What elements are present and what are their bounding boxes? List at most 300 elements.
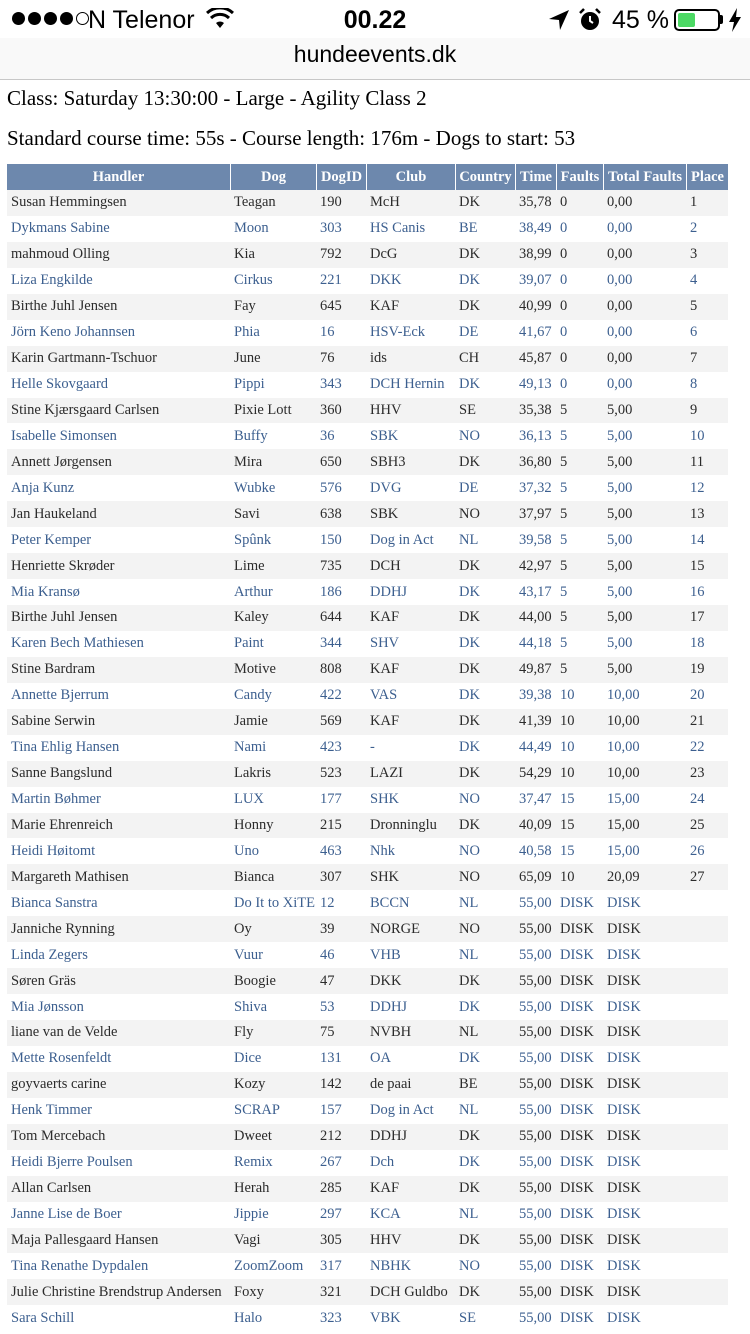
handler-cell: Janniche Rynning [7, 916, 230, 942]
faults-cell: 10 [556, 864, 603, 890]
time-cell: 38,99 [515, 242, 556, 268]
place-cell [686, 968, 728, 994]
dogid-cell: 212 [316, 1124, 366, 1150]
place-cell [686, 1228, 728, 1254]
handler-cell: Annett Jørgensen [7, 449, 230, 475]
country-cell: DK [455, 709, 515, 735]
dog-cell: Vuur [230, 942, 316, 968]
place-cell [686, 1020, 728, 1046]
time-cell: 49,13 [515, 372, 556, 398]
club-cell: DKK [366, 268, 455, 294]
total-faults-cell: 5,00 [603, 501, 686, 527]
handler-cell: Annette Bjerrum [7, 683, 230, 709]
time-cell: 55,00 [515, 1279, 556, 1305]
faults-cell: 5 [556, 501, 603, 527]
faults-cell: 15 [556, 838, 603, 864]
handler-cell: Sara Schill [7, 1305, 230, 1331]
place-cell: 8 [686, 372, 728, 398]
faults-cell: 10 [556, 709, 603, 735]
table-row[interactable] [7, 683, 728, 709]
total-faults-cell: DISK [603, 1046, 686, 1072]
column-header-club[interactable]: Club [366, 164, 455, 190]
dog-cell: June [230, 346, 316, 372]
club-cell: McH [366, 190, 455, 216]
time-cell: 39,58 [515, 527, 556, 553]
place-cell [686, 1098, 728, 1124]
handler-cell: Julie Christine Brendstrup Andersen [7, 1279, 230, 1305]
dog-cell: Fay [230, 294, 316, 320]
faults-cell: 0 [556, 216, 603, 242]
dogid-cell: 297 [316, 1202, 366, 1228]
handler-cell: Helle Skovgaard [7, 372, 230, 398]
dogid-cell: 321 [316, 1279, 366, 1305]
time-cell: 40,09 [515, 813, 556, 839]
column-header-dogid[interactable]: DogID [316, 164, 366, 190]
country-cell: DK [455, 449, 515, 475]
table-header-row [7, 164, 728, 190]
dog-cell: Savi [230, 501, 316, 527]
handler-cell: Sabine Serwin [7, 709, 230, 735]
country-cell: DK [455, 190, 515, 216]
dogid-cell: 215 [316, 813, 366, 839]
handler-cell: Bianca Sanstra [7, 890, 230, 916]
club-cell: SHK [366, 864, 455, 890]
dogid-cell: 16 [316, 320, 366, 346]
dog-cell: Kaley [230, 605, 316, 631]
faults-cell: DISK [556, 1150, 603, 1176]
club-cell: DDHJ [366, 994, 455, 1020]
faults-cell: 5 [556, 449, 603, 475]
country-cell: NO [455, 838, 515, 864]
table-row[interactable] [7, 1072, 728, 1098]
table-row[interactable] [7, 527, 728, 553]
table-row[interactable] [7, 838, 728, 864]
handler-cell: Marie Ehrenreich [7, 813, 230, 839]
table-row[interactable] [7, 320, 728, 346]
handler-cell: Liza Engkilde [7, 268, 230, 294]
country-cell: NL [455, 1202, 515, 1228]
place-cell [686, 1305, 728, 1331]
country-cell: DK [455, 294, 515, 320]
dog-cell: Uno [230, 838, 316, 864]
table-row[interactable] [7, 423, 728, 449]
dog-cell: SCRAP [230, 1098, 316, 1124]
total-faults-cell: 20,09 [603, 864, 686, 890]
dog-cell: Kia [230, 242, 316, 268]
faults-cell: DISK [556, 1046, 603, 1072]
time-cell: 55,00 [515, 1202, 556, 1228]
faults-cell: 10 [556, 683, 603, 709]
club-cell: DKK [366, 968, 455, 994]
dog-cell: Fly [230, 1020, 316, 1046]
total-faults-cell: DISK [603, 1279, 686, 1305]
faults-cell: DISK [556, 1072, 603, 1098]
faults-cell: 5 [556, 527, 603, 553]
time-cell: 44,49 [515, 735, 556, 761]
handler-cell: goyvaerts carine [7, 1072, 230, 1098]
club-cell: LAZI [366, 761, 455, 787]
table-row[interactable] [7, 994, 728, 1020]
dogid-cell: 303 [316, 216, 366, 242]
dogid-cell: 650 [316, 449, 366, 475]
handler-cell: Mia Kransø [7, 579, 230, 605]
place-cell: 26 [686, 838, 728, 864]
dogid-cell: 221 [316, 268, 366, 294]
time-cell: 55,00 [515, 1305, 556, 1331]
dogid-cell: 576 [316, 475, 366, 501]
table-row[interactable] [7, 735, 728, 761]
time-cell: 44,18 [515, 631, 556, 657]
time-cell: 39,07 [515, 268, 556, 294]
table-row[interactable] [7, 449, 728, 475]
place-cell: 16 [686, 579, 728, 605]
table-row[interactable] [7, 813, 728, 839]
table-row[interactable] [7, 1098, 728, 1124]
column-header-handler[interactable]: Handler [7, 164, 230, 190]
handler-cell: Martin Bøhmer [7, 787, 230, 813]
total-faults-cell: 0,00 [603, 216, 686, 242]
time-cell: 55,00 [515, 942, 556, 968]
dogid-cell: 792 [316, 242, 366, 268]
country-cell: NO [455, 1253, 515, 1279]
faults-cell: 10 [556, 735, 603, 761]
time-cell: 55,00 [515, 1072, 556, 1098]
table-row[interactable] [7, 579, 728, 605]
total-faults-cell: 0,00 [603, 320, 686, 346]
faults-cell: DISK [556, 994, 603, 1020]
total-faults-cell: DISK [603, 1020, 686, 1046]
faults-cell: 5 [556, 579, 603, 605]
country-cell: NO [455, 864, 515, 890]
table-row[interactable] [7, 1253, 728, 1279]
battery-level-fill [678, 13, 695, 27]
total-faults-cell: 10,00 [603, 761, 686, 787]
table-row[interactable] [7, 864, 728, 890]
dogid-cell: 142 [316, 1072, 366, 1098]
dogid-cell: 53 [316, 994, 366, 1020]
table-row[interactable] [7, 501, 728, 527]
total-faults-cell: 5,00 [603, 449, 686, 475]
column-header-total-faults[interactable]: Total Faults [603, 164, 686, 190]
dog-cell: Lime [230, 553, 316, 579]
dogid-cell: 523 [316, 761, 366, 787]
club-cell: - [366, 735, 455, 761]
faults-cell: DISK [556, 1253, 603, 1279]
country-cell: NO [455, 787, 515, 813]
faults-cell: 0 [556, 294, 603, 320]
faults-cell: 0 [556, 372, 603, 398]
table-row[interactable] [7, 968, 728, 994]
faults-cell: 5 [556, 553, 603, 579]
place-cell: 25 [686, 813, 728, 839]
dogid-cell: 463 [316, 838, 366, 864]
place-cell [686, 1046, 728, 1072]
total-faults-cell: DISK [603, 916, 686, 942]
faults-cell: DISK [556, 1228, 603, 1254]
place-cell: 4 [686, 268, 728, 294]
time-cell: 55,00 [515, 1253, 556, 1279]
column-header-time[interactable]: Time [515, 164, 556, 190]
course-info: Standard course time: 55s - Course length: 176m - Dogs to start: 53 [7, 126, 576, 150]
dogid-cell: 323 [316, 1305, 366, 1331]
total-faults-cell: 10,00 [603, 735, 686, 761]
place-cell: 21 [686, 709, 728, 735]
table-row[interactable] [7, 631, 728, 657]
handler-cell: Tina Renathe Dypdalen [7, 1253, 230, 1279]
table-row[interactable] [7, 605, 728, 631]
total-faults-cell: DISK [603, 1202, 686, 1228]
charging-bolt-icon [728, 8, 742, 32]
place-cell [686, 1202, 728, 1228]
dog-cell: Dweet [230, 1124, 316, 1150]
time-cell: 55,00 [515, 1150, 556, 1176]
table-row[interactable] [7, 553, 728, 579]
country-cell: DK [455, 1279, 515, 1305]
country-cell: DK [455, 1176, 515, 1202]
place-cell: 5 [686, 294, 728, 320]
faults-cell: 0 [556, 242, 603, 268]
club-cell: Dronninglu [366, 813, 455, 839]
dogid-cell: 186 [316, 579, 366, 605]
dog-cell: Jippie [230, 1202, 316, 1228]
table-row[interactable] [7, 1150, 728, 1176]
column-header-faults[interactable]: Faults [556, 164, 603, 190]
faults-cell: 15 [556, 787, 603, 813]
country-cell: DK [455, 372, 515, 398]
club-cell: KAF [366, 294, 455, 320]
club-cell: SHV [366, 631, 455, 657]
table-row[interactable] [7, 475, 728, 501]
dog-cell: Arthur [230, 579, 316, 605]
time-cell: 55,00 [515, 1020, 556, 1046]
table-row[interactable] [7, 787, 728, 813]
country-cell: DK [455, 683, 515, 709]
handler-cell: Isabelle Simonsen [7, 423, 230, 449]
dog-cell: Oy [230, 916, 316, 942]
time-cell: 55,00 [515, 916, 556, 942]
club-cell: SBH3 [366, 449, 455, 475]
time-cell: 65,09 [515, 864, 556, 890]
table-row[interactable] [7, 346, 728, 372]
country-cell: DK [455, 1124, 515, 1150]
place-cell: 15 [686, 553, 728, 579]
total-faults-cell: 0,00 [603, 294, 686, 320]
place-cell: 3 [686, 242, 728, 268]
time-cell: 37,32 [515, 475, 556, 501]
table-row[interactable] [7, 1279, 728, 1305]
faults-cell: 15 [556, 813, 603, 839]
dogid-cell: 638 [316, 501, 366, 527]
table-row[interactable] [7, 1124, 728, 1150]
battery-icon [674, 9, 720, 31]
dogid-cell: 46 [316, 942, 366, 968]
table-row[interactable] [7, 916, 728, 942]
dogid-cell: 423 [316, 735, 366, 761]
faults-cell: 5 [556, 631, 603, 657]
dogid-cell: 267 [316, 1150, 366, 1176]
table-row[interactable] [7, 709, 728, 735]
dog-cell: Jamie [230, 709, 316, 735]
table-row[interactable] [7, 1305, 728, 1331]
country-cell: DK [455, 735, 515, 761]
dog-cell: Motive [230, 657, 316, 683]
carrier-name: N Telenor [88, 6, 195, 34]
place-cell [686, 994, 728, 1020]
column-header-place[interactable]: Place [686, 164, 728, 190]
dog-cell: Candy [230, 683, 316, 709]
dog-cell: Phia [230, 320, 316, 346]
table-row[interactable] [7, 657, 728, 683]
club-cell: Dog in Act [366, 527, 455, 553]
column-header-dog[interactable]: Dog [230, 164, 316, 190]
dogid-cell: 36 [316, 423, 366, 449]
location-arrow-icon [548, 9, 570, 31]
dog-cell: Dice [230, 1046, 316, 1072]
club-cell: de paai [366, 1072, 455, 1098]
club-cell: DCH Hernin [366, 372, 455, 398]
table-row[interactable] [7, 1202, 728, 1228]
time-cell: 55,00 [515, 1046, 556, 1072]
table-row[interactable] [7, 1176, 728, 1202]
handler-cell: Tom Mercebach [7, 1124, 230, 1150]
country-cell: DK [455, 268, 515, 294]
dog-cell: Vagi [230, 1228, 316, 1254]
handler-cell: Stine Bardram [7, 657, 230, 683]
club-cell: DCH Guldbo [366, 1279, 455, 1305]
handler-cell: Peter Kemper [7, 527, 230, 553]
handler-cell: Birthe Juhl Jensen [7, 294, 230, 320]
place-cell: 23 [686, 761, 728, 787]
alarm-clock-icon [578, 8, 602, 32]
place-cell [686, 916, 728, 942]
dogid-cell: 360 [316, 398, 366, 424]
table-row[interactable] [7, 1020, 728, 1046]
total-faults-cell: DISK [603, 942, 686, 968]
time-cell: 37,97 [515, 501, 556, 527]
results-table [7, 164, 728, 1331]
table-row[interactable] [7, 1228, 728, 1254]
faults-cell: 5 [556, 605, 603, 631]
country-cell: DK [455, 968, 515, 994]
club-cell: VBK [366, 1305, 455, 1331]
dog-cell: Pixie Lott [230, 398, 316, 424]
faults-cell: DISK [556, 968, 603, 994]
country-cell: NL [455, 1020, 515, 1046]
club-cell: SBK [366, 501, 455, 527]
faults-cell: DISK [556, 1202, 603, 1228]
time-cell: 36,80 [515, 449, 556, 475]
column-header-country[interactable]: Country [455, 164, 515, 190]
place-cell: 18 [686, 631, 728, 657]
total-faults-cell: 5,00 [603, 553, 686, 579]
place-cell [686, 1124, 728, 1150]
faults-cell: DISK [556, 1279, 603, 1305]
country-cell: NO [455, 501, 515, 527]
faults-cell: 10 [556, 761, 603, 787]
dogid-cell: 644 [316, 605, 366, 631]
place-cell: 2 [686, 216, 728, 242]
country-cell: SE [455, 1305, 515, 1331]
battery-tip [720, 15, 723, 24]
total-faults-cell: DISK [603, 968, 686, 994]
club-cell: KCA [366, 1202, 455, 1228]
table-row[interactable] [7, 268, 728, 294]
club-cell: VHB [366, 942, 455, 968]
faults-cell: 0 [556, 268, 603, 294]
total-faults-cell: 15,00 [603, 813, 686, 839]
dogid-cell: 317 [316, 1253, 366, 1279]
dog-cell: Foxy [230, 1279, 316, 1305]
table-row[interactable] [7, 242, 728, 268]
table-row[interactable] [7, 890, 728, 916]
faults-cell: DISK [556, 1098, 603, 1124]
total-faults-cell: 15,00 [603, 787, 686, 813]
place-cell [686, 942, 728, 968]
place-cell: 12 [686, 475, 728, 501]
time-cell: 41,39 [515, 709, 556, 735]
time-cell: 37,47 [515, 787, 556, 813]
dogid-cell: 177 [316, 787, 366, 813]
table-row[interactable] [7, 372, 728, 398]
faults-cell: DISK [556, 1176, 603, 1202]
country-cell: DK [455, 994, 515, 1020]
place-cell [686, 1072, 728, 1098]
handler-cell: Mette Rosenfeldt [7, 1046, 230, 1072]
table-row[interactable] [7, 190, 728, 216]
handler-cell: Heidi Høitomt [7, 838, 230, 864]
total-faults-cell: 0,00 [603, 346, 686, 372]
country-cell: DK [455, 1046, 515, 1072]
dog-cell: Teagan [230, 190, 316, 216]
total-faults-cell: 0,00 [603, 190, 686, 216]
table-row[interactable] [7, 294, 728, 320]
dog-cell: Mira [230, 449, 316, 475]
country-cell: DK [455, 1150, 515, 1176]
club-cell: KAF [366, 657, 455, 683]
faults-cell: DISK [556, 1124, 603, 1150]
table-row[interactable] [7, 1046, 728, 1072]
address-bar[interactable]: hundeevents.dk [0, 38, 750, 80]
total-faults-cell: 5,00 [603, 527, 686, 553]
place-cell: 19 [686, 657, 728, 683]
place-cell: 6 [686, 320, 728, 346]
club-cell: DcG [366, 242, 455, 268]
dog-cell: Honny [230, 813, 316, 839]
dog-cell: Herah [230, 1176, 316, 1202]
country-cell: DK [455, 657, 515, 683]
table-row[interactable] [7, 216, 728, 242]
place-cell: 27 [686, 864, 728, 890]
table-row[interactable] [7, 398, 728, 424]
dog-cell: Pippi [230, 372, 316, 398]
country-cell: DK [455, 242, 515, 268]
time-cell: 55,00 [515, 994, 556, 1020]
total-faults-cell: DISK [603, 1150, 686, 1176]
club-cell: SBK [366, 423, 455, 449]
country-cell: NO [455, 423, 515, 449]
place-cell: 14 [686, 527, 728, 553]
table-row[interactable] [7, 942, 728, 968]
handler-cell: Susan Hemmingsen [7, 190, 230, 216]
place-cell [686, 1150, 728, 1176]
time-cell: 38,49 [515, 216, 556, 242]
battery-percent: 45 % [612, 6, 669, 34]
faults-cell: DISK [556, 1020, 603, 1046]
time-cell: 55,00 [515, 1176, 556, 1202]
results-table-body [7, 190, 728, 1331]
place-cell: 7 [686, 346, 728, 372]
table-row[interactable] [7, 761, 728, 787]
